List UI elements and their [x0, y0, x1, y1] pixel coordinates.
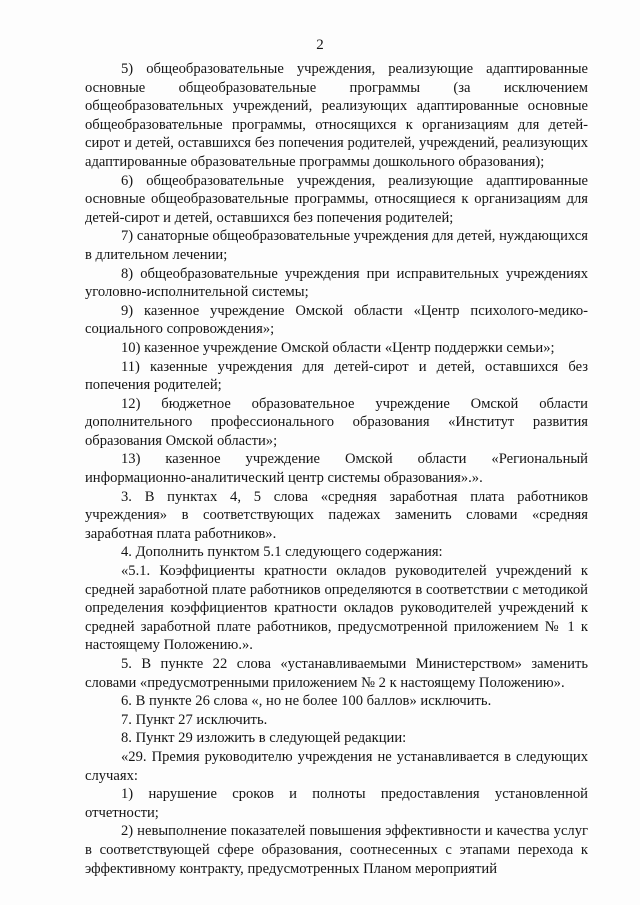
paragraph-clause-29: «29. Премия руководителю учреждения не устанавливается в следующих случаях:	[85, 748, 588, 784]
paragraph-item-9: 9) казенное учреждение Омской области «Центр психолого-медико-социального сопровождения»;	[85, 302, 588, 338]
paragraph-item-5: 5) общеобразовательные учреждения, реализующие адаптированные основные общеобразовательные программы (за исключением общеобразовательных учреждений, реализующих адаптированные основные общеобразовательные программы, относящихся к организациям для детей-сирот и детей, оставшихся без попечения родителей, учреждений, реализующих адаптированные образовательные программы дошкольного образования);	[85, 61, 588, 170]
paragraph-item-12: 12) бюджетное образовательное учреждение Омской области дополнительного профессионального образования «Институт развития образования Омской области»;	[85, 395, 588, 449]
paragraph-item-7: 7) санаторные общеобразовательные учреждения для детей, нуждающихся в длительном лечении;	[85, 228, 588, 263]
paragraph-clause-29-item-2: 2) невыполнение показателей повышения эффективности и качества услуг в соответствующей сфере образования, соотнесенных с этапами перехода к эффективному контракту, предусмотренных Планом мероприятий	[85, 823, 588, 877]
paragraph-section-8: 8. Пункт 29 изложить в следующей редакции:	[121, 730, 407, 747]
paragraph-clause-29-item-1: 1) нарушение сроков и полноты предоставления установленной отчетности;	[85, 786, 588, 821]
paragraph-section-4: 4. Дополнить пунктом 5.1 следующего содержания:	[121, 544, 443, 561]
paragraph-section-7: 7. Пункт 27 исключить.	[121, 711, 268, 728]
paragraph-clause-5-1: «5.1. Коэффициенты кратности окладов руководителей учреждений к средней заработной плате работников определяются в соответствии с методикой определения коэффициентов кратности окладов руководителей учреждений к средней заработной плате работников, предусмотренной приложением № 1 к настоящему Положению.».	[85, 563, 588, 654]
paragraph-item-11: 11) казенные учреждения для детей-сирот и детей, оставшихся без попечения родителей;	[85, 358, 588, 394]
paragraph-item-8: 8) общеобразовательные учреждения при исправительных учреждениях уголовно-исполнительной системы;	[85, 265, 588, 301]
paragraph-item-10: 10) казенное учреждение Омской области «Центр поддержки семьи»;	[121, 339, 555, 356]
paragraph-section-6: 6. В пункте 26 слова «, но не более 100 баллов» исключить.	[121, 693, 492, 710]
page-number: 2	[316, 37, 324, 53]
document-body	[85, 60, 588, 878]
paragraph-section-3: 3. В пунктах 4, 5 слова «средняя заработная плата работников учреждения» в соответствующих падежах заменить словами «средняя заработная плата работников».	[85, 488, 588, 542]
paragraph-item-6: 6) общеобразовательные учреждения, реализующие адаптированные основные общеобразовательные программы, относящиеся к организациям для детей-сирот и детей, оставшихся без попечения родителей;	[85, 172, 588, 226]
paragraph-section-5: 5. В пункте 22 слова «устанавливаемыми Министерством» заменить словами «предусмотренными приложением № 2 к настоящему Положению».	[85, 656, 588, 691]
paragraph-item-13: 13) казенное учреждение Омской области «Региональный информационно-аналитический центр системы образования».».	[85, 451, 588, 487]
